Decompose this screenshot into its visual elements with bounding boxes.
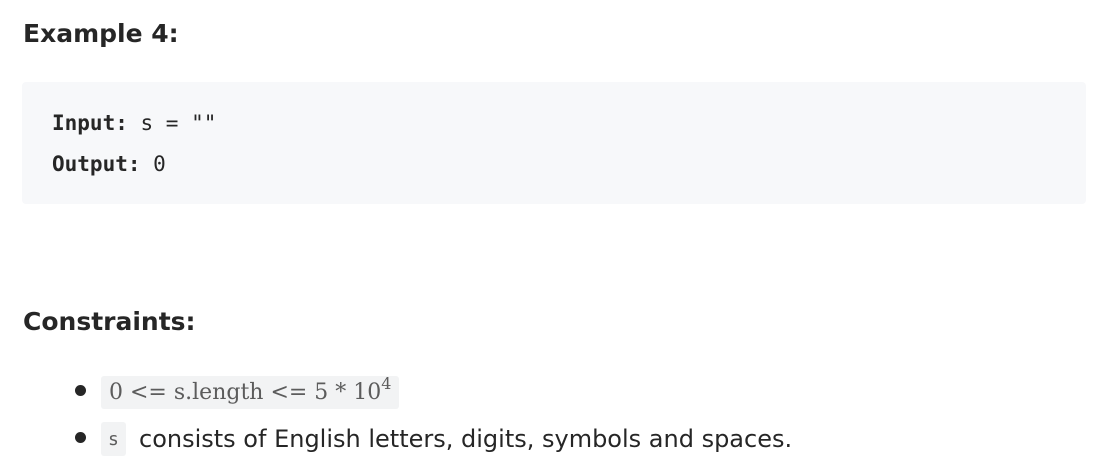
input-value: s = "" [140,111,217,135]
output-line [52,151,166,177]
inline-code: s [101,422,126,456]
output-label: Output: [52,152,141,176]
output-value: 0 [153,152,166,176]
length-constraint-math [101,373,399,409]
example-code-block [22,82,1086,204]
constraint-text: consists of English letters, digits, symbols and spaces. [139,425,793,453]
example-heading: Example 4: [23,19,179,48]
input-line [52,110,216,136]
constraints-heading: Constraints: [23,307,196,336]
math-base: 0 <= s.length <= 5 * 10 [109,380,382,405]
math-exponent: 4 [381,373,392,393]
constraint-item [0,419,900,459]
bullet-icon [75,385,86,396]
bullet-icon [75,432,86,443]
input-label: Input: [52,111,128,135]
constraint-item [0,372,900,412]
